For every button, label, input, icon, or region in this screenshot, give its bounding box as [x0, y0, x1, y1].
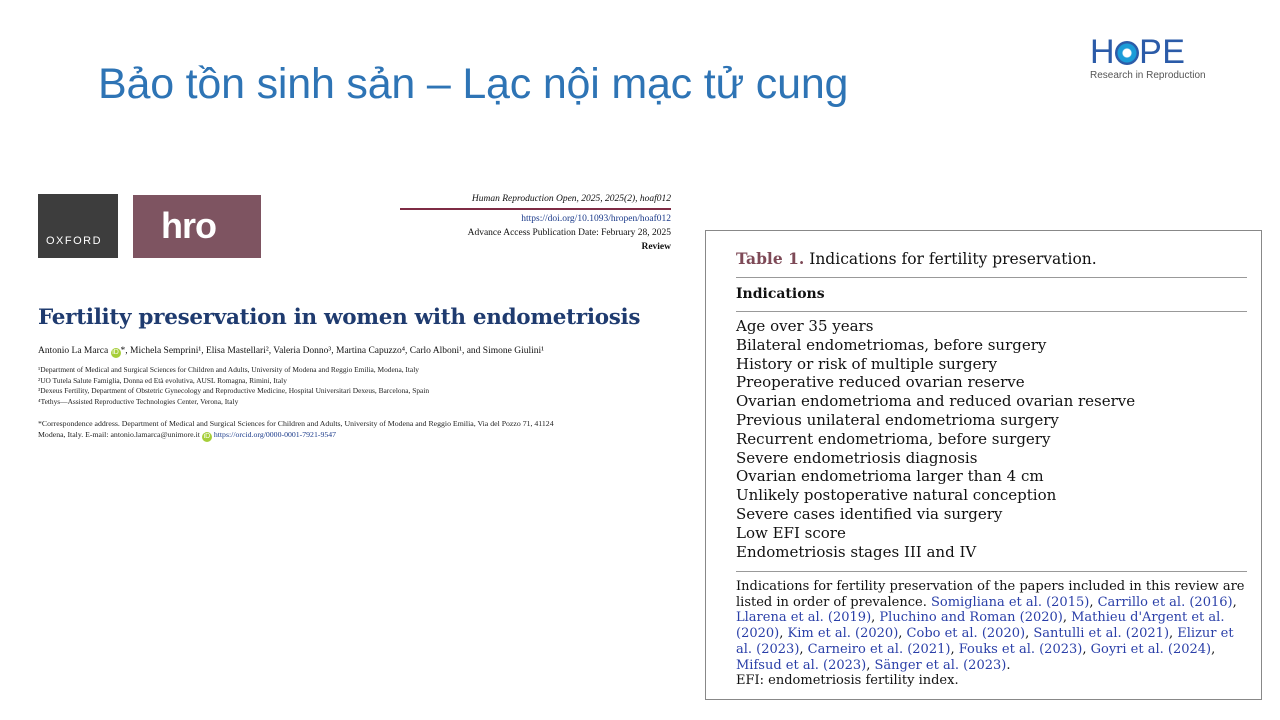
reference-link[interactable]: Santulli et al. (2021) [1033, 626, 1170, 642]
table-row: Severe endometriosis diagnosis [736, 448, 978, 467]
affiliation: ²UO Tutela Salute Famiglia, Donna ed Età evolutiva, AUSL Romagna, Rimini, Italy [38, 375, 287, 385]
slide-title: Bảo tồn sinh sản – Lạc nội mạc tử cung [98, 60, 849, 108]
table-row: Unlikely postoperative natural conception [736, 486, 1057, 505]
table-row: Bilateral endometriomas, before surgery [736, 335, 1047, 354]
indications-table [705, 230, 1262, 700]
efi-note: EFI: endometriosis fertility index. [736, 673, 959, 689]
table-row: Endometriosis stages III and IV [736, 542, 977, 561]
orcid-link[interactable]: https://orcid.org/0000-0001-7921-9547 [213, 430, 337, 439]
table-row: Low EFI score [736, 523, 846, 542]
table-rule [736, 311, 1247, 312]
reference-link[interactable]: Carrillo et al. (2016) [1097, 594, 1233, 610]
hro-logo: hro [133, 195, 261, 258]
logo-subtitle: Research in Reproduction [1090, 70, 1206, 81]
table-rows [736, 317, 1135, 561]
affiliation: ⁴Tethys—Assisted Reproductive Technologies Center, Verona, Italy [38, 396, 239, 406]
reference-link[interactable]: Llarena et al. (2019) [736, 610, 872, 626]
orcid-icon: iD [203, 433, 211, 440]
reference-link[interactable]: Carneiro et al. (2021) [807, 641, 951, 657]
affiliations [38, 365, 429, 407]
reference-link[interactable]: Somigliana et al. (2015) [931, 594, 1090, 610]
advance-access: Advance Access Publication Date: February 28, 2025 [467, 228, 671, 238]
hope-logo [1088, 34, 1208, 84]
table-row: Severe cases identified via surgery [736, 504, 1003, 523]
logo-wordmark: H PE [1090, 33, 1186, 71]
table-row: Previous unilateral endometrioma surgery [736, 410, 1059, 429]
paper-title: Fertility preservation in women with endometriosis [38, 305, 641, 330]
article-type: Review [641, 242, 671, 252]
reference-link[interactable]: Cobo et al. (2020) [906, 626, 1026, 642]
oxford-logo: OXFORD [38, 194, 118, 258]
table-row: Age over 35 years [736, 317, 874, 335]
table-row: Ovarian endometrioma larger than 4 cm [736, 467, 1044, 486]
table-header: Indications [736, 286, 825, 302]
journal-meta [400, 192, 671, 254]
reference-link[interactable]: Elizur et al. (2023) [736, 626, 1234, 657]
reference-link[interactable]: Kim et al. (2020) [787, 626, 899, 642]
table-row: Ovarian endometrioma and reduced ovarian reserve [736, 392, 1136, 411]
table-caption: Table 1. Indications for fertility preservation. [736, 249, 1097, 268]
table-row: Recurrent endometrioma, before surgery [736, 429, 1051, 448]
orcid-icon[interactable]: iD [112, 349, 119, 356]
reference-link[interactable]: Pluchino and Roman (2020) [879, 610, 1063, 626]
affiliation: ¹Department of Medical and Surgical Sciences for Children and Adults, University of Modena and Reggio Emilia, Modena, Italy [38, 365, 419, 374]
table-footnote: Indications for fertility preservation of the papers included in this review are listed in order of prevalence. Somigliana et al. (2015), Carrillo et al. (2016), Llarena et al. (2019), Pluchino and Roman (2020), Mathieu d'Argent et al. (2020), Kim et al. (2020), Cobo et al. (2020), Santulli et al. (2021), Elizur et al. (2023), Carneiro et al. (2021), Fouks et al. (2023), Goyri et al. (2024), Mifsud et al. (2023), Sänger et al. (2023). EFI: endometriosis fertility index. [736, 579, 1251, 689]
table-rule [736, 277, 1247, 278]
reference-link[interactable]: Mathieu d'Argent et al. (2020) [736, 610, 1225, 642]
reference-link[interactable]: Goyri et al. (2024) [1090, 641, 1212, 657]
table-rule [736, 571, 1247, 572]
table-row: History or risk of multiple surgery [736, 354, 998, 373]
citation: Human Reproduction Open, 2025, 2025(2), hoaf012 [400, 192, 671, 210]
affiliation: ³Dexeus Fertility, Department of Obstetric Gynecology and Reproductive Medicine, Hospital Universitari Dexeus, Barcelona, Spain [38, 386, 430, 395]
doi-link[interactable]: https://doi.org/10.1093/hropen/hoaf012 [521, 214, 671, 224]
reference-link[interactable]: Fouks et al. (2023) [958, 641, 1083, 657]
correspondence: *Correspondence address. Department of Medical and Surgical Sciences for Children and Adults, University of Modena and Reggio Emilia, Via del Pozzo 71, 41124 Modena, Italy. E-mail: antonio.lamarca@unimore.it iD https://orcid.org/0000-0001-7921-9547 [38, 419, 554, 440]
reference-link[interactable]: Sänger et al. (2023) [874, 657, 1007, 673]
reference-link[interactable]: Mifsud et al. (2023) [736, 657, 867, 673]
table-row: Preoperative reduced ovarian reserve [736, 373, 1025, 392]
eye-icon [1115, 41, 1139, 65]
author-list: Antonio La Marca iD *, Michela Semprini¹, Elisa Mastellari², Valeria Donno³, Martina Capuzzo⁴, Carlo Alboni¹, and Simone Giulini¹ [38, 346, 544, 356]
